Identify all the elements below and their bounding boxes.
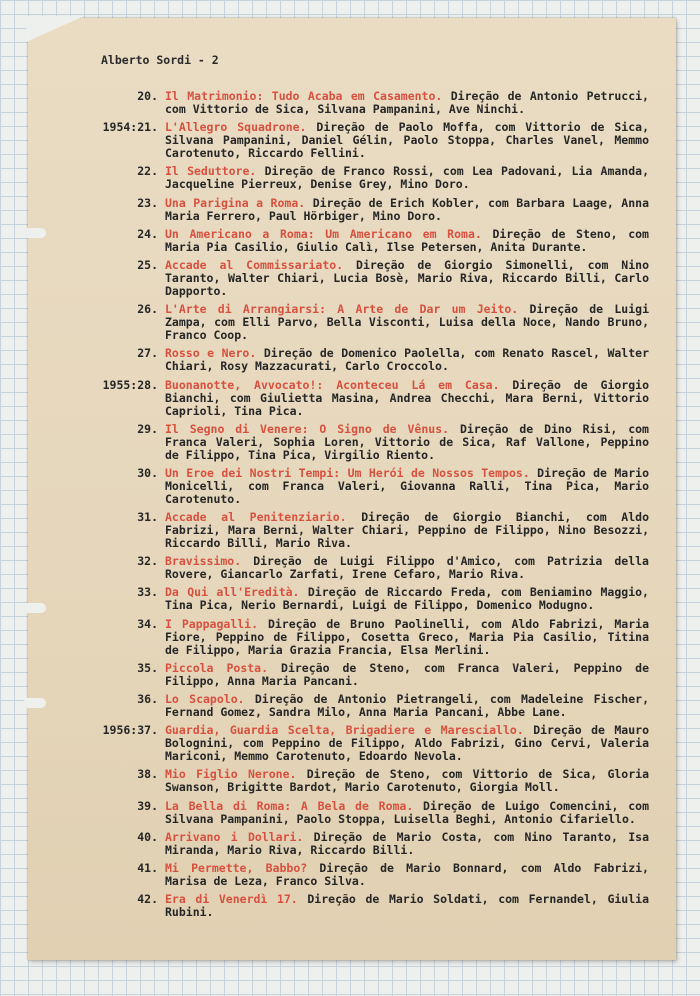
film-entry: [28, 862, 676, 888]
entry-text: [165, 121, 649, 160]
film-credits: Direção de Bruno Paolinelli, com Aldo Fabrizi, Maria Fiore, Peppino de Filippo, Cosetta Greco, Maria Pia Casilio, Titina de Filippo, Maria Grazia Francia, Elsa Merlini.: [165, 616, 649, 657]
entry-text: [165, 618, 649, 657]
film-entry: [28, 724, 676, 763]
film-title: Bravissimo.: [165, 554, 242, 569]
film-title: Il Segno di Venere: O Signo de Vênus.: [165, 421, 450, 436]
film-title: Buonanotte, Avvocato!: Aconteceu Lá em Casa.: [165, 377, 500, 392]
film-credits: Direção de Paolo Moffa, com Vittorio de Sica, Silvana Pampanini, Daniel Gélin, Paolo Stoppa, Charles Vanel, Memmo Carotenuto, Riccardo Fellini.: [165, 120, 649, 161]
film-credits: Direção de Giorgio Bianchi, com Giulietta Masina, Andrea Checchi, Mara Berni, Vittorio Caprioli, Tina Pica.: [165, 377, 649, 418]
entry-text: [165, 228, 649, 254]
film-credits: Direção de Mario Monicelli, com Franca Valeri, Giovanna Ralli, Tina Pica, Mario Carotenuto.: [165, 465, 649, 506]
film-entry: [28, 693, 676, 719]
film-entry: [28, 467, 676, 506]
film-entry: [28, 90, 676, 116]
entry-text: [165, 303, 649, 342]
film-entry: [28, 379, 676, 418]
entry-number: 20.: [137, 89, 158, 103]
entry-text: [165, 347, 649, 373]
film-credits: Direção de Riccardo Freda, com Beniamino Maggio, Tina Pica, Nerio Bernardi, Luigi de Filippo, Domenico Modugno.: [165, 585, 649, 613]
film-credits: Direção de Mario Costa, com Nino Taranto, Isa Miranda, Mario Riva, Riccardo Billi.: [165, 829, 649, 857]
film-title: Il Seduttore.: [165, 164, 257, 179]
film-credits: Direção de Steno, com Franca Valeri, Peppino de Filippo, Anna Maria Pancani.: [165, 660, 649, 688]
film-title: Un Eroe dei Nostri Tempi: Um Herói de Nossos Tempos.: [165, 465, 530, 480]
film-title: Mio Figlio Nerone.: [165, 767, 297, 782]
page-header: Alberto Sordi - 2: [101, 53, 219, 67]
film-credits: Direção de Luigo Comencini, com Silvana Pampanini, Paolo Stoppa, Luisella Beghi, Antonio Cifariello.: [165, 798, 649, 826]
entry-text: [165, 197, 649, 223]
entry-text: [165, 831, 649, 857]
film-credits: Direção de Giorgio Simonelli, com Nino Taranto, Walter Chiari, Lucia Bosè, Mario Riva, Riccardo Billi, Carlo Dapporto.: [165, 257, 649, 298]
film-credits: Direção de Dino Risi, com Franca Valeri, Sophia Loren, Vittorio de Sica, Raf Vallone, Peppino de Filippo, Tina Pica, Virgilio Riento.: [165, 421, 649, 462]
entry-number: 39.: [137, 798, 158, 813]
film-credits: Direção de Antonio Pietrangeli, com Madeleine Fischer, Fernand Gomez, Sandra Milo, Anna Maria Pancani, Abbe Lane.: [165, 692, 649, 719]
film-entry: [28, 303, 676, 342]
entry-number: 41.: [137, 860, 158, 875]
film-entry: [28, 511, 676, 550]
entry-number: 1955:28.: [102, 377, 158, 392]
entry-number: 27.: [137, 346, 158, 361]
film-credits: Direção de Steno, com Vittorio de Sica, Gloria Swanson, Brigitte Bardot, Mario Carotenuto, Giorgia Moll.: [165, 767, 649, 795]
film-entry: [28, 165, 676, 191]
entry-text: [165, 90, 649, 116]
entry-number: 35.: [137, 660, 158, 675]
film-title: Il Matrimonio: Tudo Acaba em Casamento.: [165, 89, 443, 103]
entry-text: [165, 467, 649, 506]
entry-text: [165, 379, 649, 418]
entry-number: 30.: [137, 465, 158, 480]
film-title: Accade al Penitenziario.: [165, 510, 347, 525]
entry-text: [165, 862, 649, 888]
film-credits: Direção de Antonio Petrucci, com Vittorio de Sica, Silvana Pampanini, Ave Ninchi.: [165, 89, 649, 116]
entry-number: 31.: [137, 510, 158, 525]
film-entry: [28, 555, 676, 581]
film-title: Arrivano i Dollari.: [165, 829, 304, 844]
entry-number: 22.: [137, 164, 158, 179]
typewritten-page: [28, 18, 676, 960]
entry-text: [165, 511, 649, 550]
entry-text: [165, 893, 649, 919]
film-title: Accade al Commissariato.: [165, 257, 344, 272]
entry-text: [165, 693, 649, 719]
film-credits: Direção de Steno, com Maria Pia Casilio, Giulio Calì, Ilse Petersen, Anita Durante.: [165, 226, 649, 254]
entry-number: 33.: [137, 585, 158, 600]
entry-number: 26.: [137, 302, 158, 317]
entry-number: 1956:37.: [102, 723, 158, 738]
film-title: Mi Permette, Babbo?: [165, 860, 308, 875]
film-entry: [28, 197, 676, 223]
film-entry: [28, 259, 676, 298]
entry-text: [165, 259, 649, 298]
film-title: Lo Scapolo.: [165, 692, 245, 706]
film-entry: [28, 423, 676, 462]
entry-text: [165, 768, 649, 794]
film-title: I Pappagalli.: [165, 616, 259, 631]
film-title: Piccola Posta.: [165, 660, 269, 675]
entry-text: [165, 423, 649, 462]
film-credits: Direção de Luigi Filippo d'Amico, com Patrizia della Rovere, Giancarlo Zarfati, Irene Cefaro, Mario Riva.: [165, 554, 649, 582]
film-entry: [28, 662, 676, 688]
film-title: Un Americano a Roma: Um Americano em Roma.: [165, 226, 482, 241]
film-title: L'Arte di Arrangiarsi: A Arte de Dar um Jeito.: [165, 302, 519, 317]
entry-number: 29.: [137, 421, 158, 436]
entry-text: [165, 165, 649, 191]
film-title: Da Qui all'Eredità.: [165, 585, 300, 600]
entry-number: 40.: [137, 829, 158, 844]
film-title: L'Allegro Squadrone.: [165, 120, 307, 135]
film-title: Guardia, Guardia Scelta, Brigadiere e Maresciallo.: [165, 723, 524, 738]
entry-number: 34.: [137, 616, 158, 631]
film-entry: [28, 768, 676, 794]
entry-text: [165, 555, 649, 581]
film-entry: [28, 121, 676, 160]
film-credits: Direção de Franco Rossi, com Lea Padovani, Lia Amanda, Jacqueline Pierreux, Denise Grey, Mino Doro.: [165, 164, 649, 192]
film-credits: Direção de Mario Bonnard, com Aldo Fabrizi, Marisa de Leza, Franco Silva.: [165, 860, 649, 888]
entry-number: 1954:21.: [102, 120, 158, 135]
entry-number: 32.: [137, 554, 158, 569]
film-credits: Direção de Domenico Paolella, com Renato Rascel, Walter Chiari, Rosy Mazzacurati, Carlo Croccolo.: [165, 346, 649, 374]
filmography-list: [28, 90, 676, 924]
entry-number: 38.: [137, 767, 158, 782]
film-credits: Direção de Mauro Bolognini, com Peppino de Filippo, Aldo Fabrizi, Gino Cervi, Valeria Mariconi, Memmo Carotenuto, Edoardo Nevola.: [165, 723, 649, 764]
film-credits: Direção de Luigi Zampa, com Elli Parvo, Bella Visconti, Luisa della Noce, Nando Bruno, Franco Coop.: [165, 302, 649, 343]
entry-text: [165, 586, 649, 612]
film-entry: [28, 228, 676, 254]
film-credits: Direção de Erich Kobler, com Barbara Laage, Anna Maria Ferrero, Paul Hörbiger, Mino Doro.: [165, 195, 649, 223]
film-title: Era di Venerdì 17.: [165, 892, 298, 907]
film-entry: [28, 893, 676, 919]
film-entry: [28, 831, 676, 857]
entry-number: 23.: [137, 195, 158, 210]
entry-number: 24.: [137, 226, 158, 241]
entry-text: [165, 800, 649, 826]
film-entry: [28, 586, 676, 612]
film-title: La Bella di Roma: A Bela de Roma.: [165, 798, 414, 813]
film-credits: Direção de Giorgio Bianchi, com Aldo Fabrizi, Mara Berni, Walter Chiari, Peppino de Filippo, Nino Besozzi, Riccardo Billi, Mario Riva.: [165, 510, 649, 551]
film-entry: [28, 618, 676, 657]
film-title: Una Parigina a Roma.: [165, 195, 306, 210]
entry-number: 42.: [137, 892, 158, 907]
entry-text: [165, 724, 649, 763]
entry-number: 25.: [137, 257, 158, 272]
film-title: Rosso e Nero.: [165, 346, 257, 361]
film-entry: [28, 800, 676, 826]
entry-number: 36.: [137, 692, 158, 706]
film-credits: Direção de Mario Soldati, com Fernandel, Giulia Rubini.: [165, 892, 649, 920]
film-entry: [28, 347, 676, 373]
entry-text: [165, 662, 649, 688]
